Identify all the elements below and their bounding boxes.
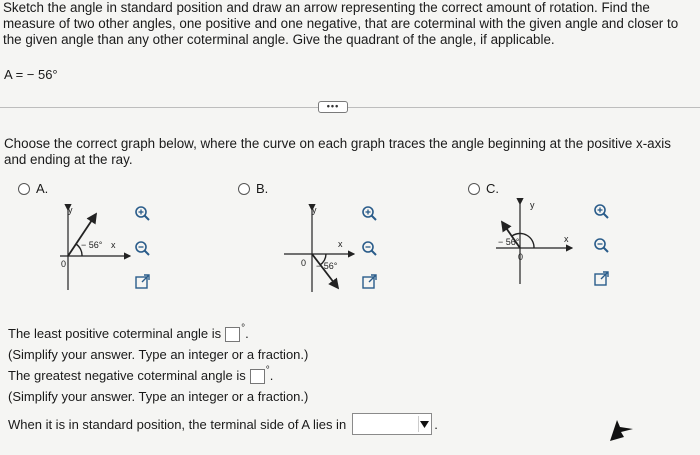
y-label: y (68, 205, 73, 215)
cursor-arrow-icon (607, 417, 635, 443)
angle-label: − 56° (316, 261, 338, 271)
graph-b (282, 200, 362, 295)
positive-hint: (Simplify your answer. Type an integer or a fraction.) (8, 347, 309, 362)
negative-hint: (Simplify your answer. Type an integer or a fraction.) (8, 389, 309, 404)
option-c-label: C. (486, 181, 499, 196)
graph-c (494, 198, 574, 293)
radio-b[interactable] (238, 183, 250, 195)
period: . (434, 416, 438, 432)
y-label: y (312, 205, 317, 215)
negative-answer-input[interactable] (250, 369, 265, 384)
divider (0, 107, 700, 108)
positive-coterminal-row (8, 323, 438, 344)
option-b-label: B. (256, 181, 269, 196)
positive-prompt: The least positive coterminal angle is (8, 326, 222, 341)
zoom-in-icon[interactable] (361, 205, 378, 222)
y-label: y (530, 200, 535, 210)
more-button[interactable]: ••• (318, 101, 348, 113)
quadrant-select[interactable] (352, 413, 432, 435)
degree-symbol: ° (265, 365, 270, 376)
quadrant-row (8, 413, 438, 435)
option-a-label: A. (36, 181, 49, 196)
negative-prompt: The greatest negative coterminal angle is (8, 368, 246, 383)
option-a[interactable] (18, 181, 48, 196)
origin-label: 0 (518, 252, 524, 262)
question-text: Sketch the angle in standard position and draw an arrow representing the correct amount of rotation. Find the measure of two other angles, one positive and one negative, that are coterminal with the given angle and closer to the given angle than any other coterminal angle. Give the quadrant of the angle, if applicable. (3, 0, 679, 47)
zoom-out-icon[interactable] (134, 240, 151, 257)
radio-a[interactable] (18, 183, 30, 195)
origin-label: 0 (61, 259, 67, 269)
zoom-in-icon[interactable] (134, 205, 151, 222)
angle-label: − 56° (498, 237, 520, 247)
negative-coterminal-row (8, 365, 438, 386)
popout-icon[interactable] (134, 274, 151, 291)
quadrant-prompt: When it is in standard position, the terminal side of A lies in (8, 416, 347, 432)
graph-a (58, 200, 138, 295)
popout-icon[interactable] (593, 271, 610, 288)
period: . (269, 368, 274, 383)
zoom-out-icon[interactable] (593, 237, 610, 254)
chevron-down-icon[interactable] (418, 416, 429, 432)
option-b[interactable] (238, 181, 268, 196)
radio-c[interactable] (468, 183, 480, 195)
given-angle: A = − 56° (4, 67, 58, 82)
degree-symbol: ° (241, 323, 246, 334)
answer-section (8, 323, 438, 435)
origin-label: 0 (301, 258, 307, 268)
positive-answer-input[interactable] (225, 327, 240, 342)
period: . (245, 326, 249, 341)
x-label: x (111, 240, 116, 250)
x-label: x (338, 239, 343, 249)
zoom-in-icon[interactable] (593, 203, 610, 220)
instruction-text: Choose the correct graph below, where the curve on each graph traces the angle beginning at the positive x-axis and ending at the ray. (4, 136, 671, 167)
angle-label: − 56° (81, 240, 103, 250)
x-label: x (564, 234, 569, 244)
option-c[interactable] (468, 181, 499, 196)
zoom-out-icon[interactable] (361, 240, 378, 257)
popout-icon[interactable] (361, 274, 378, 291)
